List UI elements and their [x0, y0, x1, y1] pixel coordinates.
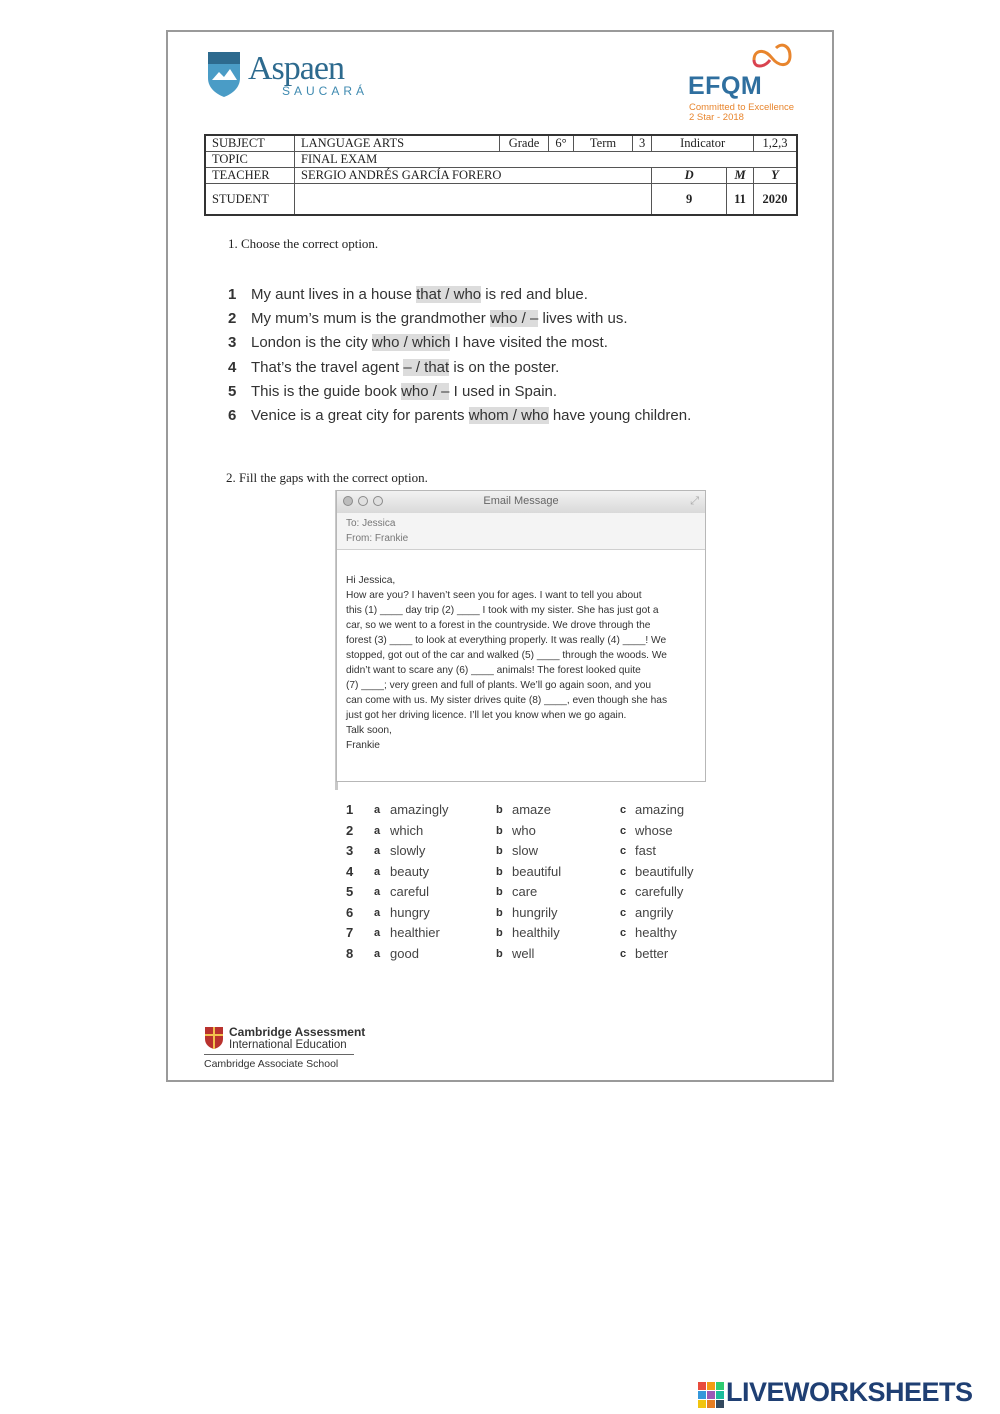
option-c[interactable]: whose — [635, 822, 673, 838]
exercise1-list — [228, 286, 691, 431]
option-a[interactable]: which — [390, 822, 424, 838]
option-b[interactable]: who — [512, 822, 536, 838]
indicator-label: Indicator — [652, 135, 754, 152]
exam-info-table — [204, 134, 798, 216]
resize-icon: ⤢ — [690, 495, 699, 507]
email-line: forest (3) ____ to look at everything properly. It was really (4) ____! We — [346, 635, 667, 646]
cambridge-crest-icon — [204, 1026, 224, 1050]
divider — [204, 1054, 354, 1055]
email-greeting: Hi Jessica, — [346, 575, 396, 586]
option-a[interactable]: slowly — [390, 843, 426, 858]
email-line: How are you? I haven’t seen you for ages. I want to tell you about — [346, 590, 642, 601]
email-line: stopped, got out of the car and walked (5) ____ through the woods. We — [346, 650, 667, 661]
option-b[interactable]: healthily — [512, 925, 560, 940]
school-subname: SAUCARÁ — [282, 84, 369, 98]
email-window-title: Email Message — [483, 495, 559, 507]
aspaen-shield-icon — [206, 50, 242, 98]
student-label: STUDENT — [205, 184, 295, 216]
year-value: 2020 — [754, 184, 798, 216]
list-item: 4 That’s the travel agent – / that is on the poster. — [228, 358, 560, 376]
grade-value: 6° — [549, 135, 574, 152]
liveworksheets-logo-icon — [698, 1382, 724, 1408]
option-a[interactable]: good — [390, 945, 419, 961]
student-name-field[interactable] — [295, 184, 652, 216]
cambridge-line3: Cambridge Associate School — [204, 1058, 339, 1070]
list-item: 3 London is the city who / which I have visited the most. — [228, 334, 608, 352]
option-b[interactable]: hungrily — [512, 904, 558, 920]
email-body — [346, 573, 701, 753]
option-b[interactable]: amaze — [512, 802, 552, 817]
term-label: Term — [574, 135, 633, 152]
option-b[interactable]: beautiful — [512, 863, 562, 879]
list-item: 1 My aunt lives in a house that / who is red and blue. — [228, 286, 588, 303]
option-a[interactable]: healthier — [390, 925, 440, 940]
email-line: (7) ____; very green and full of plants. We’ll go again soon, and you — [346, 680, 652, 691]
choice-option[interactable]: who / which — [371, 334, 451, 352]
day-label: D — [652, 168, 727, 184]
term-value: 3 — [633, 135, 652, 152]
option-c[interactable]: carefully — [635, 884, 684, 899]
option-b[interactable]: well — [512, 945, 535, 961]
cambridge-line2: International Education — [229, 1039, 347, 1051]
email-from: From: Frankie — [346, 533, 409, 544]
option-b[interactable]: slow — [512, 843, 539, 858]
option-c[interactable]: angrily — [635, 904, 674, 920]
cambridge-line1: Cambridge Assessment — [229, 1025, 366, 1039]
efqm-infinity-icon — [750, 38, 794, 74]
efqm-tagline: Committed to Excellence — [689, 102, 795, 113]
worksheet-page: Aspaen SAUCARÁ EFQM Committed to Excellence 2 Star - 2018 SUBJECT LANGUAGE ARTS Grade 6° Term 3 Indicator 1,2,3 TOPIC FINAL EXAM TEACHER SERGIO ANDRÉS GARCÍA FORERO D M Y STUDENT 9 11 2020 1. Choose the correct option. 1 My aunt lives in a house that / who is red and blue. 2 My mum’s mum is the grandmother who / – lives with us. 3 London is the city who / which I have visited the most. 4 That’s the travel agent – / that is on the poster. 5 This is the guide book who / – I used in Spain. 6 Venice is a great city for parents whom / who have young children. 2. Fill the gaps with the correct option. Email Message ⤢ To: Jessica From: Frankie Hi Jessica, How are you? I haven’t seen you for ages. I want to tell you about this (1) ____ day trip (2) ____ I took with my sister. She has just got a car, so we went to a forest in the countryside. We drove through the forest (3) ____ to look at everything properly. It was really (4) ____! We stopped, got out of the car and walked (5) ____ through the woods. We didn’t want to scare any (6) ____ animals! The forest looked quite (7) ____; very green and full of plants. We’ll go again soon, and you can come with us. My sister drives quite (8) ____, even though she has just got her driving licence. I’ll let you know when we go again. Talk soon, Frankie 1 a amazingly b amaze c amazing 2 a which b who c whose 3 a slowly b slow c fast 4 a beauty b beautiful c beautifully 5 a careful b care c carefully 6 a hungry b hungrily c angrily 7 a healthier b healthily c healthy 8 a good b well c better Cambridge Assessment International Education Cambridge Associate School — [166, 30, 834, 1082]
topic-label: TOPIC — [205, 152, 295, 168]
email-line: didn’t want to scare any (6) ____ animals! The forest looked quite — [346, 665, 641, 676]
email-line: car, so we went to a forest in the countryside. We drove through the — [346, 620, 651, 631]
choice-option[interactable]: – / that — [403, 358, 450, 376]
option-a[interactable]: amazingly — [390, 802, 449, 817]
email-signoff: Talk soon, — [346, 725, 392, 736]
email-line: just got her driving licence. I’ll let you know when we go again. — [346, 710, 627, 721]
year-label: Y — [754, 168, 798, 184]
efqm-star: 2 Star - 2018 — [689, 112, 744, 123]
indicator-value: 1,2,3 — [754, 135, 798, 152]
option-a[interactable]: careful — [390, 884, 430, 899]
email-header — [337, 513, 705, 550]
month-label: M — [727, 168, 754, 184]
month-value: 11 — [727, 184, 754, 216]
choice-option[interactable]: who / – — [489, 310, 539, 328]
option-c[interactable]: beautifully — [635, 863, 694, 879]
list-item: 5 This is the guide book who / – I used in Spain. — [228, 382, 558, 400]
subject-label: SUBJECT — [205, 135, 295, 152]
email-line: can come with us. My sister drives quite (8) ____, even though she has — [346, 695, 668, 706]
grade-label: Grade — [500, 135, 549, 152]
email-to: To: Jessica — [346, 518, 396, 529]
option-c[interactable]: better — [635, 945, 669, 961]
exercise1-instruction: 1. Choose the correct option. — [228, 236, 379, 251]
topic-value: FINAL EXAM — [295, 152, 798, 168]
day-value: 9 — [652, 184, 727, 216]
efqm-name: EFQM — [688, 72, 763, 100]
email-line: this (1) ____ day trip (2) ____ I took with my sister. She has just got a — [346, 605, 659, 616]
teacher-value: SERGIO ANDRÉS GARCÍA FORERO — [295, 168, 652, 184]
option-c[interactable]: healthy — [635, 925, 677, 940]
school-name: Aspaen — [248, 50, 344, 87]
email-window — [336, 490, 706, 782]
exercise2-instruction: 2. Fill the gaps with the correct option. — [226, 470, 428, 485]
choice-option[interactable]: that / who — [416, 286, 482, 303]
list-item: 2 My mum’s mum is the grandmother who / – lives with us. — [228, 310, 628, 328]
subject-value: LANGUAGE ARTS — [295, 135, 500, 152]
choice-option[interactable]: who / – — [401, 382, 450, 400]
option-a[interactable]: hungry — [390, 904, 430, 920]
choice-option[interactable]: whom / who — [468, 406, 549, 424]
option-c[interactable]: amazing — [635, 802, 685, 817]
option-b[interactable]: care — [512, 884, 538, 899]
teacher-label: TEACHER — [205, 168, 295, 184]
option-c[interactable]: fast — [635, 843, 656, 858]
liveworksheets-brand: LIVEWORKSHEETS — [726, 1377, 973, 1407]
option-a[interactable]: beauty — [390, 863, 430, 879]
list-item: 6 Venice is a great city for parents whom / who have young children. — [228, 406, 692, 424]
email-title-bar — [337, 491, 705, 514]
email-signature: Frankie — [346, 740, 380, 751]
